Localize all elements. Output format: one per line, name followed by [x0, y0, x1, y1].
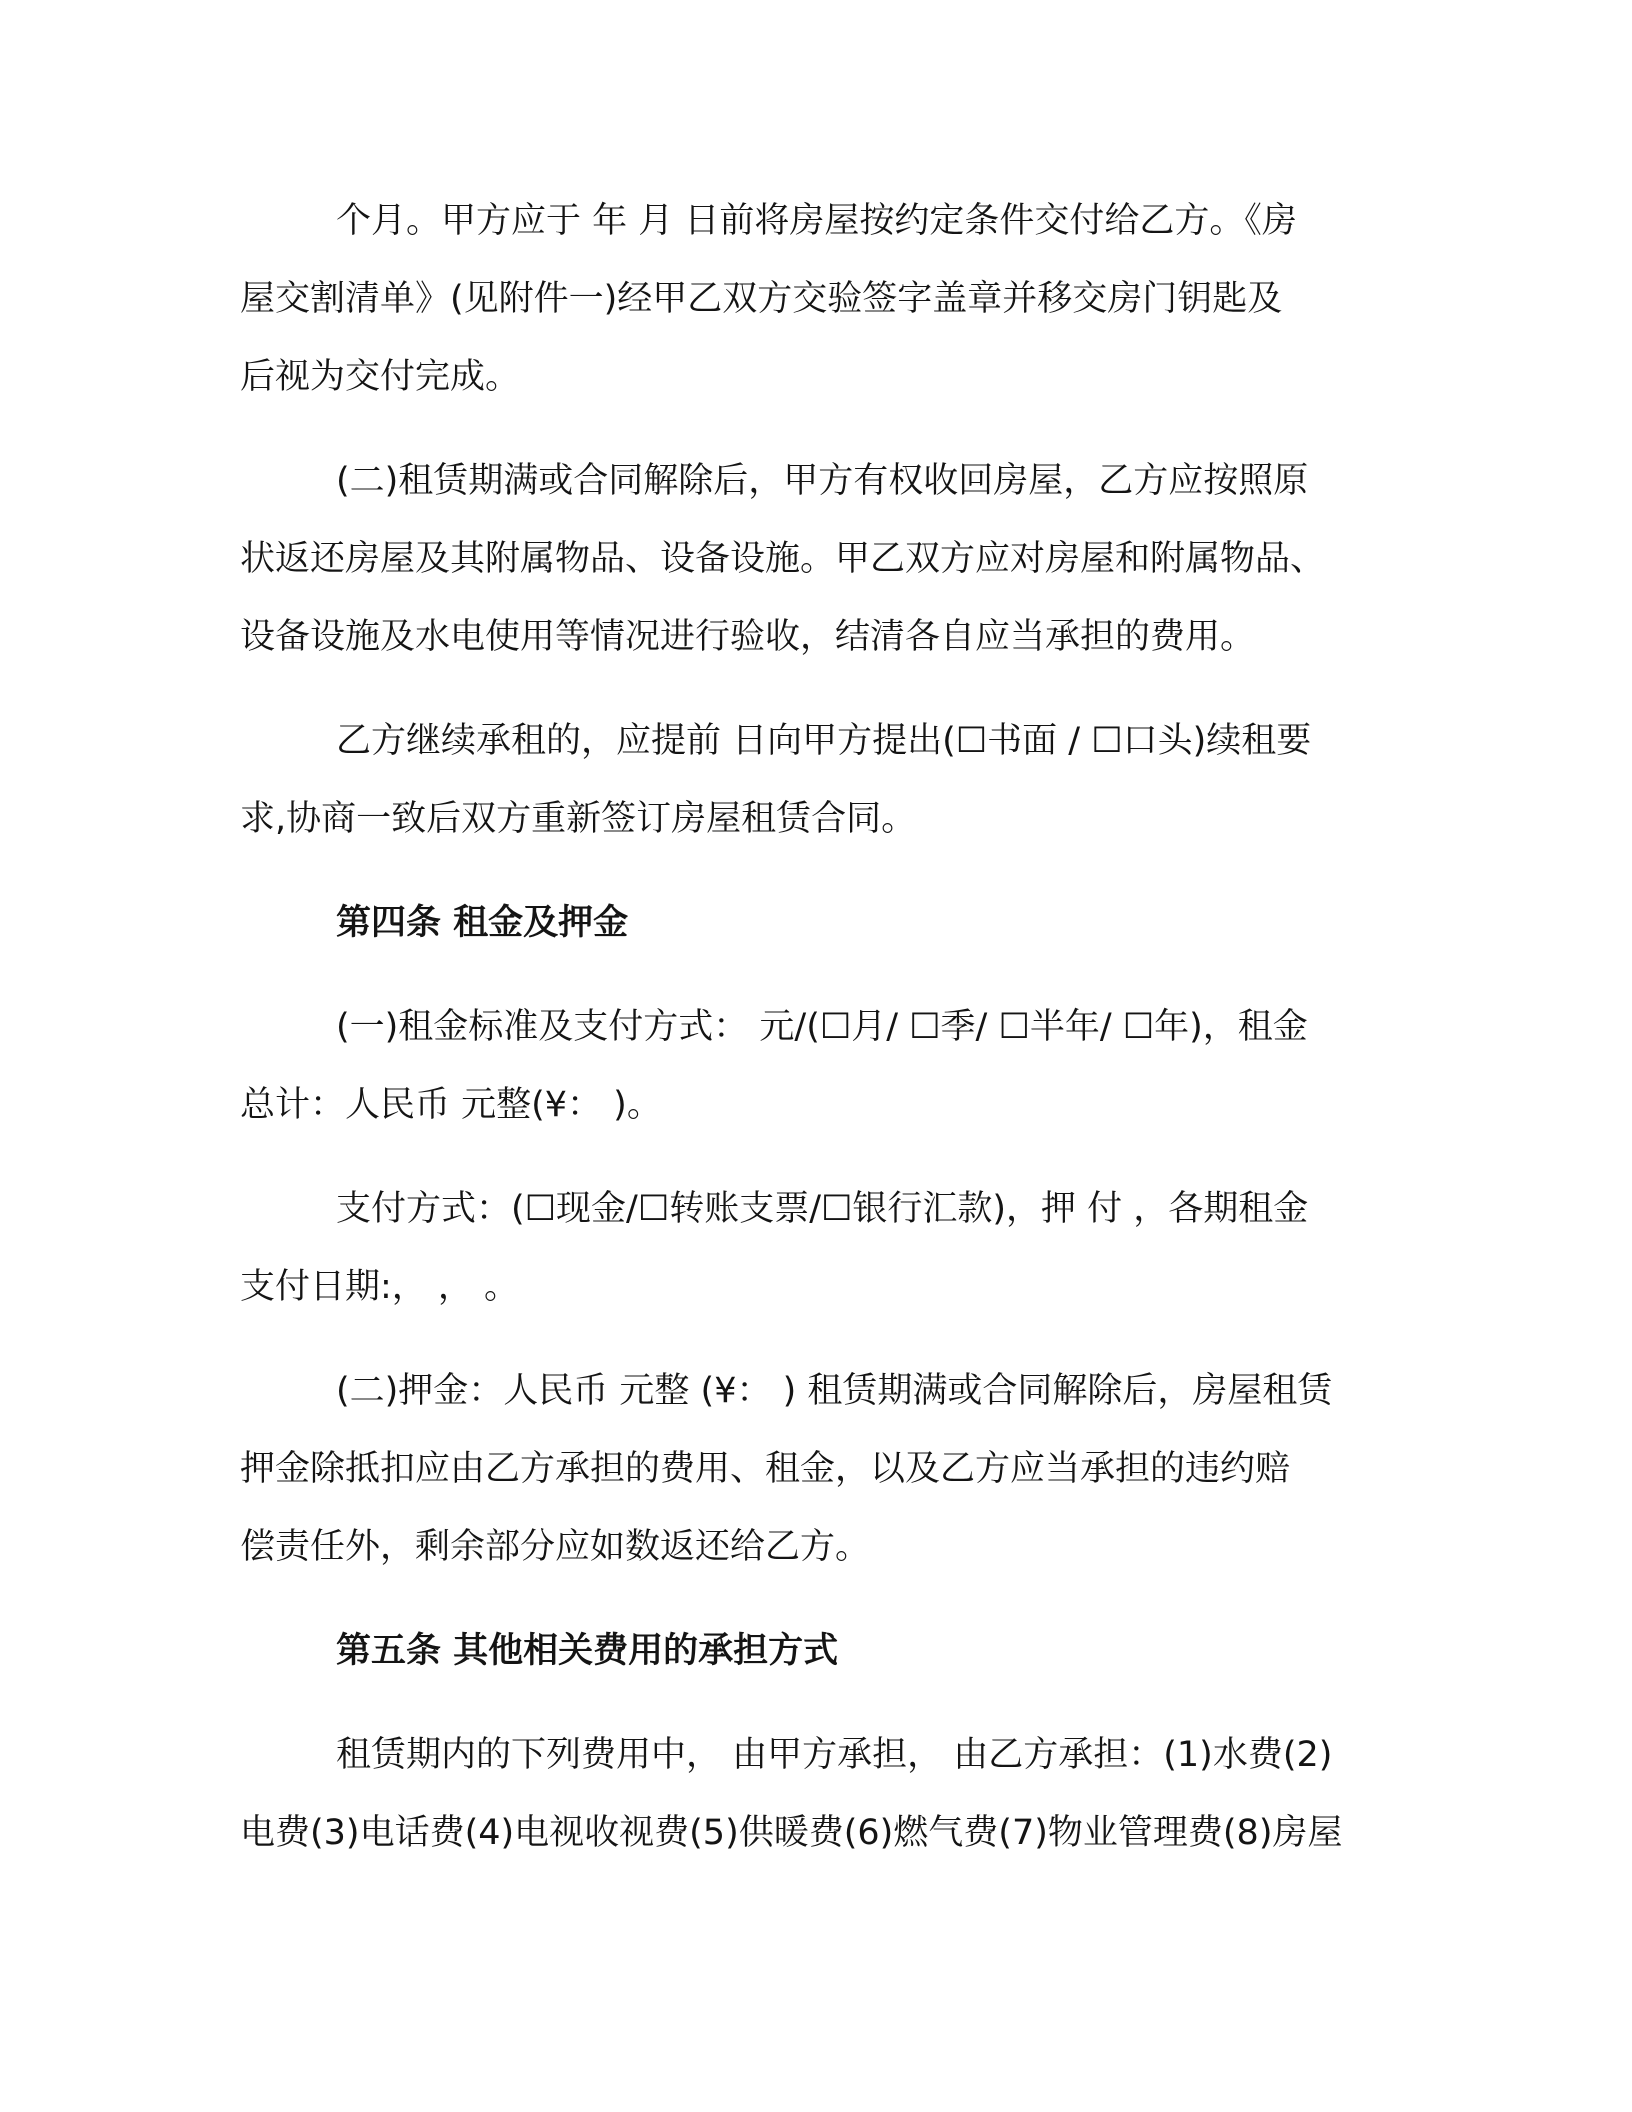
- paragraph-line: 乙方继续承租的，应提前 日向甲方提出(☐书面 / ☐口头)续租要: [336, 721, 1312, 761]
- paragraph-line: 押金除抵扣应由乙方承担的费用、租金，以及乙方应当承担的违约赔: [240, 1449, 1291, 1489]
- document-body: [240, 182, 1390, 1872]
- paragraph-line: 屋交割清单》(见附件一)经甲乙双方交验签字盖章并移交房门钥匙及: [240, 279, 1283, 319]
- paragraph-line: 状返还房屋及其附属物品、设备设施。甲乙双方应对房屋和附属物品、: [240, 539, 1326, 579]
- paragraph-line: 租赁期内的下列费用中， 由甲方承担， 由乙方承担：(1)水费(2): [336, 1735, 1333, 1775]
- paragraph-line: (一)租金标准及支付方式： 元/(☐月/ ☐季/ ☐半年/ ☐年)，租金: [336, 1007, 1308, 1047]
- section-heading-article-5: 第五条 其他相关费用的承担方式: [336, 1631, 839, 1671]
- paragraph-rent-standard: [240, 988, 1390, 1144]
- paragraph-line: 电费(3)电话费(4)电视收视费(5)供暖费(6)燃气费(7)物业管理费(8)房屋: [240, 1813, 1343, 1853]
- paragraph-other-fees: [240, 1716, 1390, 1872]
- paragraph-line: 后视为交付完成。: [240, 357, 521, 397]
- paragraph-return-of-premises: [240, 442, 1390, 676]
- paragraph-line: 支付日期:， ， 。: [240, 1267, 520, 1307]
- paragraph-line: (二)押金：人民币 元整 (¥： ) 租赁期满或合同解除后，房屋租赁: [336, 1371, 1333, 1411]
- paragraph-line: 支付方式：(☐现金/☐转账支票/☐银行汇款)，押 付 ，各期租金: [336, 1189, 1309, 1229]
- paragraph-line: 偿责任外，剩余部分应如数返还给乙方。: [240, 1527, 871, 1567]
- paragraph-line: 设备设施及水电使用等情况进行验收，结清各自应当承担的费用。: [240, 617, 1256, 657]
- paragraph-deposit: [240, 1352, 1390, 1586]
- paragraph-line: 总计：人民币 元整(¥： )。: [240, 1085, 662, 1125]
- paragraph-line: 个月。甲方应于 年 月 日前将房屋按约定条件交付给乙方。《房: [336, 201, 1297, 241]
- section-heading-article-4: 第四条 租金及押金: [336, 903, 629, 943]
- paragraph-line: (二)租赁期满或合同解除后，甲方有权收回房屋，乙方应按照原: [336, 461, 1309, 501]
- paragraph-delivery: [240, 182, 1390, 416]
- paragraph-payment-method: [240, 1170, 1390, 1326]
- paragraph-line: 求,协商一致后双方重新签订房屋租赁合同。: [240, 799, 917, 839]
- paragraph-renewal: [240, 702, 1390, 858]
